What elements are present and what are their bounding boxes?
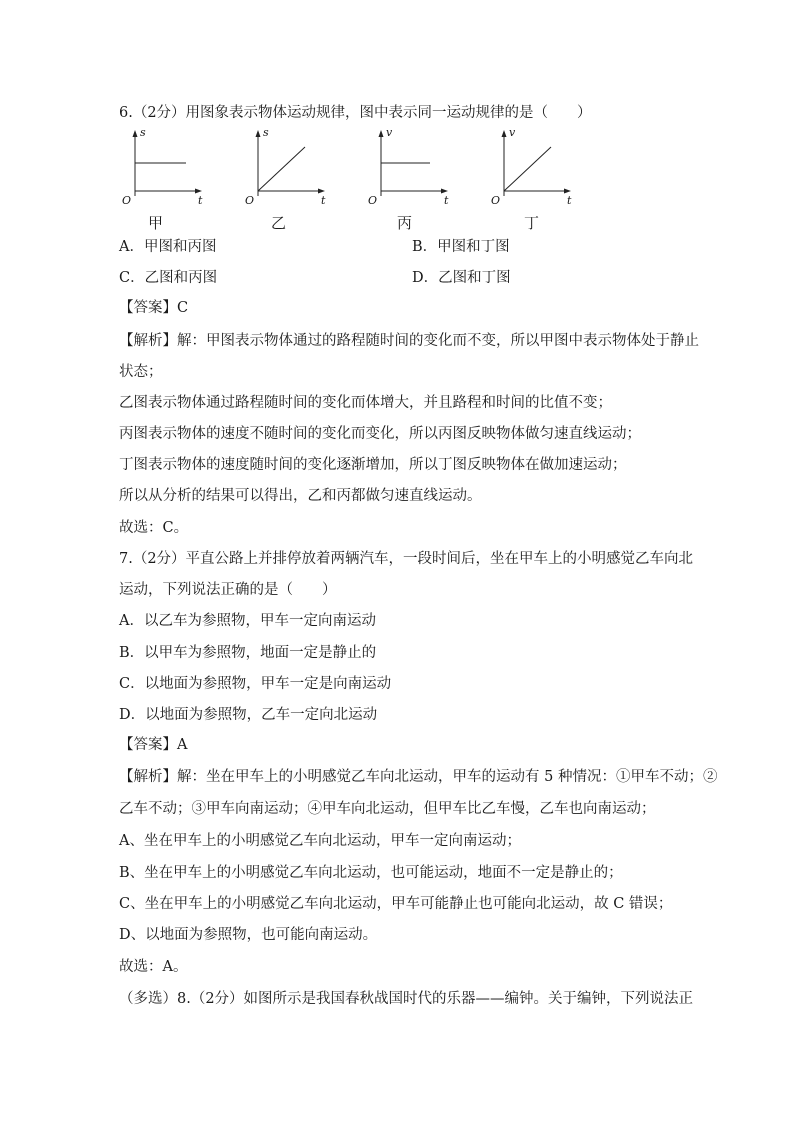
graph-jia-caption: 甲 <box>148 214 164 232</box>
graph-yi-origin-label: O <box>245 194 255 207</box>
graph-ding-caption: 丁 <box>524 214 540 232</box>
q6-option-b: B．甲图和丁图 <box>412 239 510 255</box>
q7-option-d: D．以地面为参照物，乙车一定向北运动 <box>119 707 378 723</box>
q6-analysis-line: 故选：C。 <box>119 520 189 536</box>
q7-analysis-line: A、坐在甲车上的小明感觉乙车向北运动，甲车一定向南运动； <box>119 833 521 849</box>
q6-analysis-line: 丙图表示物体的速度不随时间的变化而变化，所以丙图反映物体做匀速直线运动； <box>119 426 641 442</box>
q6-graphs <box>118 126 578 234</box>
graph-ding <box>487 126 587 234</box>
graph-bing-caption: 丙 <box>397 214 413 232</box>
q6-answer: 【答案】C <box>119 300 189 316</box>
q6-analysis-line: 【解析】解：甲图表示物体通过的路程随时间的变化而不变，所以甲图中表示物体处于静止 <box>119 333 699 349</box>
graph-bing <box>364 126 464 234</box>
q6-stem: 6.（2分）用图象表示物体运动规律，图中表示同一运动规律的是（ ） <box>119 105 592 121</box>
q7-stem: 7.（2分）平直公路上并排停放着两辆汽车，一段时间后，坐在甲车上的小明感觉乙车向北 <box>119 551 694 567</box>
q6-option-d: D．乙图和丁图 <box>412 270 511 286</box>
graph-yi-x-axis-label: t <box>321 194 326 207</box>
graph-bing-plot <box>364 126 464 206</box>
q7-stem-continued: 运动，下列说法正确的是（ ） <box>119 582 337 598</box>
q7-analysis-line: 【解析】解：坐在甲车上的小明感觉乙车向北运动，甲车的运动有 5 种情况：①甲车不动；② <box>119 769 718 785</box>
graph-jia-y-axis-label: s <box>140 126 146 139</box>
q7-option-b: B．以甲车为参照物，地面一定是静止的 <box>119 645 377 661</box>
graph-yi-plot <box>241 126 341 206</box>
graph-ding-y-axis-label: v <box>509 126 516 139</box>
q6-option-a: A．甲图和丙图 <box>119 239 217 255</box>
q7-answer: 【答案】A <box>119 737 188 753</box>
q6-analysis-line: 丁图表示物体的速度随时间的变化逐渐增加，所以丁图反映物体在做加速运动； <box>119 457 627 473</box>
graph-bing-x-axis-label: t <box>444 194 449 207</box>
q6-analysis-line: 状态； <box>119 364 163 380</box>
q6-analysis-line: 所以从分析的结果可以得出，乙和丙都做匀速直线运动。 <box>119 488 482 504</box>
q6-analysis-line: 乙图表示物体通过路程随时间的变化而体增大，并且路程和时间的比值不变； <box>119 395 612 411</box>
q7-option-c: C．以地面为参照物，甲车一定是向南运动 <box>119 676 392 692</box>
q7-option-a: A．以乙车为参照物，甲车一定向南运动 <box>119 613 376 629</box>
q8-stem: （多选）8.（2分）如图所示是我国春秋战国时代的乐器——编钟。关于编钟，下列说法正 <box>119 991 694 1007</box>
graph-yi <box>241 126 341 234</box>
q7-analysis-line: 乙车不动；③甲车向南运动；④甲车向北运动，但甲车比乙车慢，乙车也向南运动； <box>119 801 656 817</box>
q7-analysis-line: C、坐在甲车上的小明感觉乙车向北运动，甲车可能静止也可能向北运动，故 C 错误； <box>119 896 673 912</box>
q7-analysis-line: B、坐在甲车上的小明感觉乙车向北运动，也可能运动，地面不一定是静止的； <box>119 865 623 881</box>
graph-bing-origin-label: O <box>368 194 378 207</box>
graph-jia <box>118 126 218 234</box>
graph-jia-x-axis-label: t <box>198 194 203 207</box>
graph-jia-origin-label: O <box>122 194 132 207</box>
q7-analysis-line: 故选：A。 <box>119 959 188 975</box>
graph-ding-x-axis-label: t <box>567 194 572 207</box>
graph-jia-plot <box>118 126 218 206</box>
graph-bing-y-axis-label: v <box>386 126 393 139</box>
graph-yi-y-axis-label: s <box>263 126 269 139</box>
graph-yi-caption: 乙 <box>271 214 287 232</box>
graph-ding-plot <box>487 126 587 206</box>
q7-analysis-line: D、以地面为参照物，也可能向南运动。 <box>119 927 378 943</box>
graph-ding-origin-label: O <box>491 194 501 207</box>
q6-option-c: C．乙图和丙图 <box>119 270 218 286</box>
